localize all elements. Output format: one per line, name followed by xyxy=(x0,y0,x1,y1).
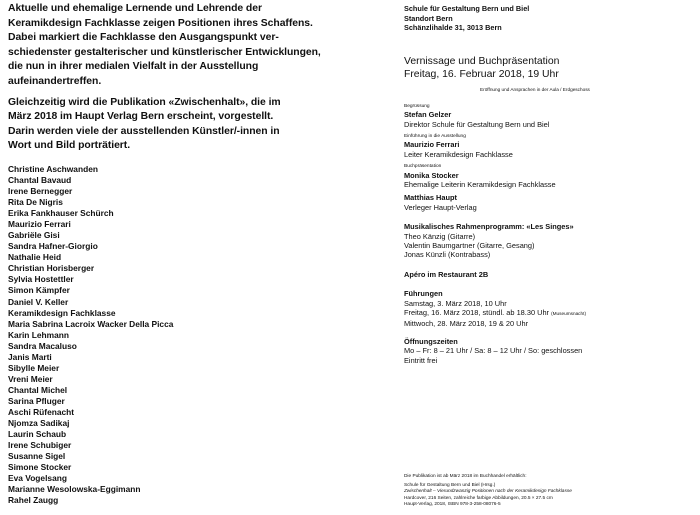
artist-name: Irene Schubiger xyxy=(8,440,72,451)
school-location: Standort Bern xyxy=(404,13,453,23)
intro-speaker: Maurizio Ferrari xyxy=(404,140,460,150)
intro-text xyxy=(8,2,338,154)
publication-isbn: Haupt-Verlag, 2018, ISBN 978-3-258-08076-5 xyxy=(404,502,501,507)
artist-name: Marianne Wesolowska-Eggimann xyxy=(8,484,141,495)
book-role-2: Verleger Haupt-Verlag xyxy=(404,202,477,212)
artist-name: Rita De Nigris xyxy=(8,197,63,208)
artist-name: Maurizio Ferrari xyxy=(8,219,71,230)
school-name: Schule für Gestaltung Bern und Biel xyxy=(404,4,530,13)
opening-hours: Mo – Fr: 8 – 21 Uhr / Sa: 8 – 12 Uhr / So: geschlossen xyxy=(404,346,583,356)
event-headline xyxy=(404,55,694,81)
publication-format: Hardcover, 216 Seiten, zahlreiche farbige Abbildungen, 20.5 × 27.5 cm xyxy=(404,495,553,501)
artist-name: Irene Bernegger xyxy=(8,186,73,197)
school-address xyxy=(404,4,694,33)
tour-date-3: Mittwoch, 28. März 2018, 19 & 20 Uhr xyxy=(404,318,529,328)
artist-name: Sandra Macaluso xyxy=(8,340,77,351)
artist-name: Sarina Pfluger xyxy=(8,395,65,406)
event-title: Vernissage und Buchpräsentation xyxy=(404,55,560,67)
tours-title: Führungen xyxy=(404,289,443,299)
artist-name: Maria Sabrina Lacroix Wacker Della Picca xyxy=(8,318,174,329)
artist-name: Sibylle Meier xyxy=(8,362,60,373)
music-member: Theo Känzig (Gitarre) xyxy=(404,231,476,241)
artist-name: Gabriële Gisi xyxy=(8,230,60,241)
tour-date-2 xyxy=(404,308,694,318)
hours-title: Öffnungszeiten xyxy=(404,336,458,346)
artist-name: Keramikdesign Fachklasse xyxy=(8,307,116,318)
artist-name: Eva Vogelsang xyxy=(8,473,67,484)
program xyxy=(404,104,694,365)
artist-name: Vreni Meier xyxy=(8,373,53,384)
artist-name: Chantal Michel xyxy=(8,384,68,395)
artist-name: Simon Kämpfer xyxy=(8,285,70,296)
intro-label: Einführung in die Ausstellung xyxy=(404,134,466,139)
intro-paragraph-1: Aktuelle und ehemalige Lernende und Lehrende der Keramikdesign Fachklasse zeigen Positionen ihres Schaffens. Dabei markiert die Fachklasse den Ausgangspunkt ver- schiedenster gestalterischer und künstlerischer Entwicklungen, die nun in ihrer medialen Vielfalt in der Ausstellung aufeinandertreffen. xyxy=(8,3,321,87)
artist-name: Daniel V. Keller xyxy=(8,296,69,307)
publication-availability: Die Publikation ist ab März 2018 im Buchhandel erhältlich: xyxy=(404,474,527,479)
apero: Apéro im Restaurant 2B xyxy=(404,269,489,279)
opening-note: Eröffnung und Ansprachen in der Aula / Erdgeschoss xyxy=(480,86,590,92)
artist-name: Rahel Zaugg xyxy=(8,495,59,506)
publication-editor: Schule für Gestaltung Bern und Biel (Hrsg.) xyxy=(404,482,496,488)
tour-date-2-note: (Museumsnacht) xyxy=(551,311,587,317)
artist-list xyxy=(8,164,338,506)
artist-name: Christian Horisberger xyxy=(8,263,95,274)
artist-name: Sylvia Hostettler xyxy=(8,274,74,285)
music-member: Jonas Künzli (Kontrabass) xyxy=(404,250,491,260)
event-date: Freitag, 16. Februar 2018, 19 Uhr xyxy=(404,68,559,80)
right-column xyxy=(404,4,694,365)
book-role-1: Ehemalige Leiterin Keramikdesign Fachklasse xyxy=(404,180,556,190)
music-title: Musikalisches Rahmenprogramm: «Les Singes» xyxy=(404,222,574,232)
artist-name: Simone Stocker xyxy=(8,462,72,473)
artist-name: Nathalie Heid xyxy=(8,252,62,263)
publication-title: Zwischenhalt – Vierundzwanzig Positionen nach der Keramikdesign Fachklasse xyxy=(404,489,572,494)
school-street: Schänzlihalde 31, 3013 Bern xyxy=(404,23,502,33)
artist-name: Janis Marti xyxy=(8,351,52,362)
book-label: Buchpräsentation xyxy=(404,164,442,170)
artist-name: Karin Lehmann xyxy=(8,329,69,340)
welcome-role: Direktor Schule für Gestaltung Bern und Biel xyxy=(404,119,550,129)
left-column xyxy=(8,2,338,506)
welcome-label: Begrüssung xyxy=(404,103,430,109)
artist-name: Njomza Sadikaj xyxy=(8,418,70,429)
music-member: Valentin Baumgartner (Gitarre, Gesang) xyxy=(404,241,535,251)
intro-paragraph-2: Gleichzeitig wird die Publikation «Zwischenhalt», die im März 2018 im Haupt Verlag Bern erscheint, vorgestellt. Darin werden viele der ausstellenden Künstler/-innen in Wort und Bild porträtiert. xyxy=(8,96,281,152)
artist-name: Laurin Schaub xyxy=(8,429,67,440)
welcome-speaker: Stefan Gelzer xyxy=(404,110,452,120)
artist-name: Chantal Bavaud xyxy=(8,174,72,185)
book-speaker-2: Matthias Haupt xyxy=(404,193,457,203)
artist-name: Erika Fankhauser Schürch xyxy=(8,208,114,219)
book-speaker-1: Monika Stocker xyxy=(404,170,459,180)
tour-date-2-text: Freitag, 16. März 2018, stündl. ab 18.30 Uhr xyxy=(404,308,550,318)
admission: Eintritt frei xyxy=(404,355,438,365)
artist-name: Aschi Rüfenacht xyxy=(8,406,75,417)
artist-name: Sandra Hafner-Giorgio xyxy=(8,241,98,252)
tour-date-1: Samstag, 3. März 2018, 10 Uhr xyxy=(404,298,507,308)
artist-name: Susanne Sigel xyxy=(8,451,66,462)
intro-role: Leiter Keramikdesign Fachklasse xyxy=(404,149,513,159)
artist-name: Christine Aschwanden xyxy=(8,163,98,174)
publication-info xyxy=(404,474,694,509)
